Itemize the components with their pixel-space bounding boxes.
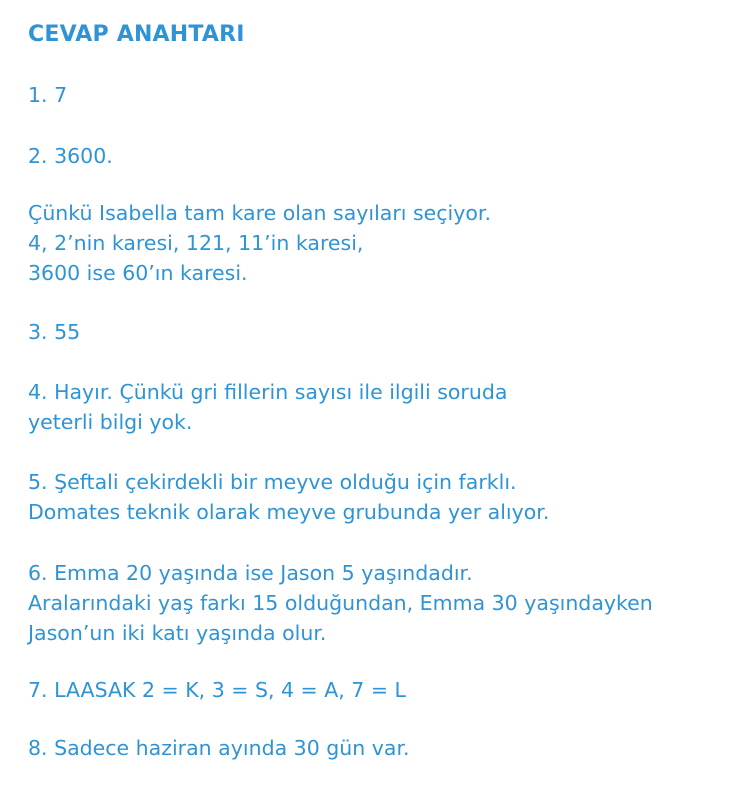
answer-line: 1. 7 [28,83,68,107]
page-title: CEVAP ANAHTARI [28,22,245,47]
answer-2 [28,141,113,171]
answer-line: Çünkü Isabella tam kare olan sayıları seçiyor. [28,201,491,225]
answer-line: 4, 2’nin karesi, 121, 11’in karesi, [28,231,364,255]
answer-1 [28,80,67,110]
answer-2-explanation [28,198,491,288]
answer-line: 7. LAASAK 2 = K, 3 = S, 4 = A, 7 = L [28,678,406,702]
answer-line: 6. Emma 20 yaşında ise Jason 5 yaşındadır. [28,561,473,585]
answer-line: Aralarındaki yaş farkı 15 olduğundan, Emma 30 yaşındayken [28,591,653,615]
answer-3 [28,317,80,347]
answer-line: 3. 55 [28,320,81,344]
answer-line: 8. Sadece haziran ayında 30 gün var. [28,736,410,760]
answer-7 [28,675,406,705]
answer-line: Domates teknik olarak meyve grubunda yer alıyor. [28,500,550,524]
answer-line: 3600 ise 60’ın karesi. [28,261,248,285]
answer-5 [28,467,549,527]
answer-line: Jason’un iki katı yaşında olur. [28,621,327,645]
answer-line: 5. Şeftali çekirdekli bir meyve olduğu için farklı. [28,470,517,494]
answer-line: 4. Hayır. Çünkü gri fillerin sayısı ile ilgili soruda [28,380,508,404]
answer-6 [28,558,653,648]
answer-line: yeterli bilgi yok. [28,410,193,434]
answer-line: 2. 3600. [28,144,113,168]
answer-4 [28,377,507,437]
answer-8 [28,733,410,763]
